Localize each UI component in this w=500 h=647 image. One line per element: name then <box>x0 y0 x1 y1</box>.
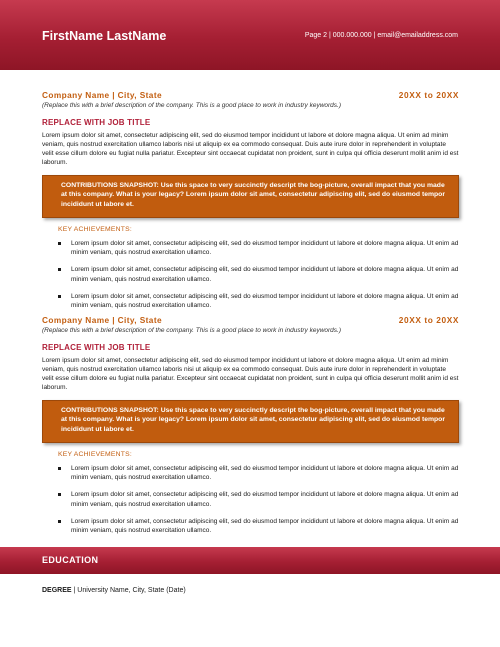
education-heading: EDUCATION <box>42 555 99 565</box>
degree-line <box>42 587 186 594</box>
achievement-item: Lorem ipsum dolor sit amet, consectetur adipiscing elit, sed do eiusmod tempor incididunt ut labore et dolore magna aliqua. Ut enim ad minim veniam, quis nostrud exercitation ullamco. <box>42 464 459 482</box>
company-row <box>42 315 459 326</box>
key-achievements-label: KEY ACHIEVEMENTS: <box>58 451 132 458</box>
employment-dates: 20XX to 20XX <box>398 90 459 100</box>
company-row <box>42 90 459 101</box>
job-entry <box>42 315 459 543</box>
key-achievements-label: KEY ACHIEVEMENTS: <box>58 226 132 233</box>
company-name: Company Name | City, State <box>42 90 162 100</box>
achievements-list <box>42 464 459 535</box>
job-title: REPLACE WITH JOB TITLE <box>42 118 151 127</box>
achievement-item: Lorem ipsum dolor sit amet, consectetur adipiscing elit, sed do eiusmod tempor incididunt ut labore et dolore magna aliqua. Ut enim ad minim veniam, quis nostrud exercitation ullamco. <box>42 292 459 310</box>
job-entry <box>42 90 459 318</box>
employment-dates: 20XX to 20XX <box>398 315 459 325</box>
contributions-snapshot: CONTRIBUTIONS SNAPSHOT: Use this space to very succinctly descript the bog-picture, overall impact that you made at this company. What is your legacy? Lorem ipsum dolor sit amet, consectetur adipiscing elit, sed do eiusmod tempor incididunt ut labore et. <box>42 400 459 443</box>
job-title: REPLACE WITH JOB TITLE <box>42 343 151 352</box>
job-summary: Lorem ipsum dolor sit amet, consectetur adipiscing elit, sed do eiusmod tempor incididunt ut labore et dolore magna aliqua. Ut enim ad minim veniam, quis nostrud exercitation ullamco laboris nisi ut aliquip ex ea commodo consequat. Duis aute irure dolor in reprehenderit in voluptate velit esse cillum dolore eu fugiat nulla pariatur. Excepteur sint occaecat cupidatat non proident, sunt in culpa qui officia deserunt mollit anim id est laborum. <box>42 357 459 391</box>
achievement-item: Lorem ipsum dolor sit amet, consectetur adipiscing elit, sed do eiusmod tempor incididunt ut labore et dolore magna aliqua. Ut enim ad minim veniam, quis nostrud exercitation ullamco. <box>42 517 459 535</box>
candidate-name: FirstName LastName <box>42 29 167 43</box>
company-name: Company Name | City, State <box>42 315 162 325</box>
achievement-item: Lorem ipsum dolor sit amet, consectetur adipiscing elit, sed do eiusmod tempor incididunt ut labore et dolore magna aliqua. Ut enim ad minim veniam, quis nostrud exercitation ullamco. <box>42 490 459 508</box>
company-description: (Replace this with a brief description of the company. This is a good place to work in industry keywords.) <box>42 102 342 109</box>
job-summary: Lorem ipsum dolor sit amet, consectetur adipiscing elit, sed do eiusmod tempor incididunt ut labore et dolore magna aliqua. Ut enim ad minim veniam, quis nostrud exercitation ullamco laboris nisi ut aliquip ex ea commodo consequat. Duis aute irure dolor in reprehenderit in voluptate velit esse cillum dolore eu fugiat nulla pariatur. Excepteur sint occaecat cupidatat non proident, sunt in culpa qui officia deserunt mollit anim id est laborum. <box>42 132 459 166</box>
degree-detail: | University Name, City, State (Date) <box>71 587 186 594</box>
achievement-item: Lorem ipsum dolor sit amet, consectetur adipiscing elit, sed do eiusmod tempor incididunt ut labore et dolore magna aliqua. Ut enim ad minim veniam, quis nostrud exercitation ullamco. <box>42 265 459 283</box>
contact-line: Page 2 | 000.000.000 | email@emailaddress.com <box>304 32 458 39</box>
degree-label: DEGREE <box>42 587 72 594</box>
company-description: (Replace this with a brief description of the company. This is a good place to work in industry keywords.) <box>42 327 342 334</box>
header-banner <box>0 0 500 70</box>
contributions-snapshot: CONTRIBUTIONS SNAPSHOT: Use this space to very succinctly descript the bog-picture, overall impact that you made at this company. What is your legacy? Lorem ipsum dolor sit amet, consectetur adipiscing elit, sed do eiusmod tempor incididunt ut labore et. <box>42 175 459 218</box>
achievement-item: Lorem ipsum dolor sit amet, consectetur adipiscing elit, sed do eiusmod tempor incididunt ut labore et dolore magna aliqua. Ut enim ad minim veniam, quis nostrud exercitation ullamco. <box>42 239 459 257</box>
education-banner <box>0 547 500 574</box>
achievements-list <box>42 239 459 310</box>
